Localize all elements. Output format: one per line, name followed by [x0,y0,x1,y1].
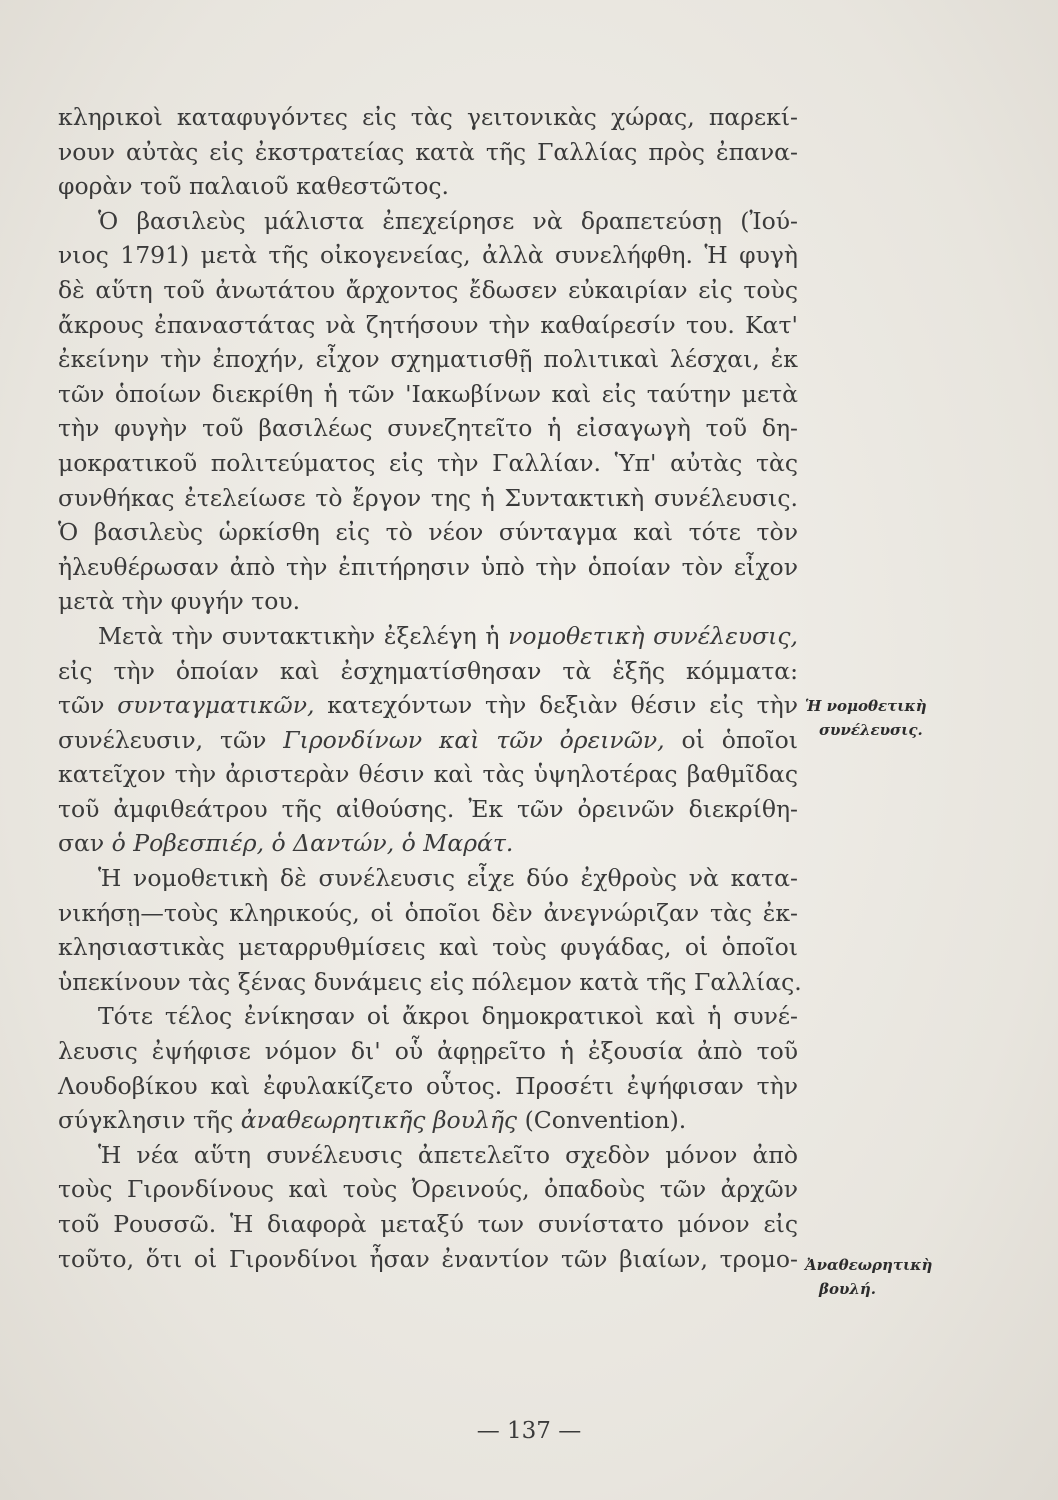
text-line: συνέλευσιν, τῶν Γιρονδίνων καὶ τῶν ὀρεινῶν, οἱ ὁποῖοι [58,725,799,754]
text-line: τοὺς Γιρονδίνους καὶ τοὺς Ὀρεινούς, ὀπαδοὺς τῶν ἀρχῶν [58,1175,798,1204]
text-line: νικήσῃ—τοὺς κληρικούς, οἱ ὁποῖοι δὲν ἀνεγνώριζαν τὰς ἐκ- [58,898,798,927]
body-text [58,100,802,1276]
text-line: Τότε τέλος ἐνίκησαν οἱ ἄκροι δημοκρατικοὶ καὶ ἡ συνέ- [98,1002,798,1031]
text-line: εἰς τὴν ὁποίαν καὶ ἐσχηματίσθησαν τὰ ἑξῆς κόμματα: [58,656,798,685]
margin-note-line: βουλή. [819,1280,877,1298]
text-line: Ἡ νομοθετικὴ δὲ συνέλευσις εἶχε δύο ἐχθροὺς νὰ κατα- [98,864,798,893]
text-line: Λουδοβίκου καὶ ἐφυλακίζετο οὗτος. Προσέτι ἐψήφισαν τὴν [58,1071,798,1100]
text-line: Ὁ βασιλεὺς μάλιστα ἐπεχείρησε νὰ δραπετεύσῃ (Ἰού- [98,206,798,235]
text-line: τὴν φυγὴν τοῦ βασιλέως συνεζητεῖτο ἡ εἰσαγωγὴ τοῦ δη- [58,414,798,443]
text-line: κλησιαστικὰς μεταρρυθμίσεις καὶ τοὺς φυγάδας, οἱ ὁποῖοι [58,933,798,962]
text-line: κατεῖχον τὴν ἀριστερὰν θέσιν καὶ τὰς ὑψηλοτέρας βαθμῖδας [58,760,798,789]
text-line: μοκρατικοῦ πολιτεύματος εἰς τὴν Γαλλίαν. Ὑπ' αὐτὰς τὰς [58,448,798,477]
text-line: τῶν συνταγματικῶν, κατεχόντων τὴν δεξιὰν θέσιν εἰς τὴν [58,691,798,720]
text-line: τῶν ὁποίων διεκρίθη ἡ τῶν 'Ιακωβίνων καὶ εἰς ταύτην μετὰ [58,379,798,408]
margin-note-line: Ἀναθεωρητικὴ [805,1256,933,1274]
margin-note-legislative-assembly [805,694,975,742]
text-line: ὑπεκίνουν τὰς ξένας δυνάμεις εἰς πόλεμον κατὰ τῆς Γαλλίας. [58,967,802,996]
text-line: ἠλευθέρωσαν ἀπὸ τὴν ἐπιτήρησιν ὑπὸ τὴν ὁποίαν τὸν εἶχον [58,552,798,581]
text-line: ἄκρους ἐπαναστάτας νὰ ζητήσουν τὴν καθαίρεσίν του. Κατ' [58,310,798,339]
text-line: Ὁ βασιλεὺς ὡρκίσθη εἰς τὸ νέον σύνταγμα καὶ τότε τὸν [58,518,798,547]
text-line: κληρικοὶ καταφυγόντες εἰς τὰς γειτονικὰς χώρας, παρεκί- [58,103,798,131]
margin-note-convention [805,1253,975,1301]
margin-note-line: Ἡ νομοθετικὴ [805,697,927,715]
text-line: λευσις ἐψήφισε νόμον δι' οὗ ἀφῃρεῖτο ἡ ἐξουσία ἀπὸ τοῦ [58,1037,798,1066]
text-line: νιος 1791) μετὰ τῆς οἰκογενείας, ἀλλὰ συνελήφθη. Ἡ φυγὴ [58,241,798,270]
text-line: σαν ὁ Ροβεσπιέρ, ὁ Δαντών, ὁ Μαράτ. [58,829,514,858]
text-line: Μετὰ τὴν συντακτικὴν ἐξελέγη ἡ νομοθετικὴ συνέλευσις, [98,621,798,650]
text-line: συνθήκας ἐτελείωσε τὸ ἔργον της ἡ Συντακτικὴ συνέλευσις. [58,483,798,512]
text-line: ἐκείνην τὴν ἐποχήν, εἶχον σχηματισθῇ πολιτικαὶ λέσχαι, ἐκ [58,345,798,374]
margin-note-line: συνέλευσις. [819,721,923,739]
text-line: δὲ αὕτη τοῦ ἀνωτάτου ἄρχοντος ἔδωσεν εὐκαιρίαν εἰς τοὺς [58,275,798,304]
text-line: Ἡ νέα αὕτη συνέλευσις ἀπετελεῖτο σχεδὸν μόνον ἀπὸ [98,1140,798,1169]
text-line: φορὰν τοῦ παλαιοῦ καθεστῶτος. [58,172,450,201]
text-line: νουν αὐτὰς εἰς ἐκστρατείας κατὰ τῆς Γαλλίας πρὸς ἐπανα- [58,137,798,166]
text-line: σύγκλησιν τῆς ἀναθεωρητικῆς βουλῆς (Convention). [58,1106,687,1135]
text-line: τοῦτο, ὅτι οἱ Γιρονδίνοι ἦσαν ἐναντίον τῶν βιαίων, τρομο- [58,1244,798,1273]
text-line: τοῦ Ρουσσῶ. Ἡ διαφορὰ μεταξύ των συνίστατο μόνον εἰς [58,1210,798,1238]
text-line: τοῦ ἀμφιθεάτρου τῆς αἰθούσης. Ἐκ τῶν ὀρεινῶν διεκρίθη- [58,794,798,823]
text-line: μετὰ τὴν φυγήν του. [58,587,301,616]
page-number: — 137 — [476,1418,582,1444]
